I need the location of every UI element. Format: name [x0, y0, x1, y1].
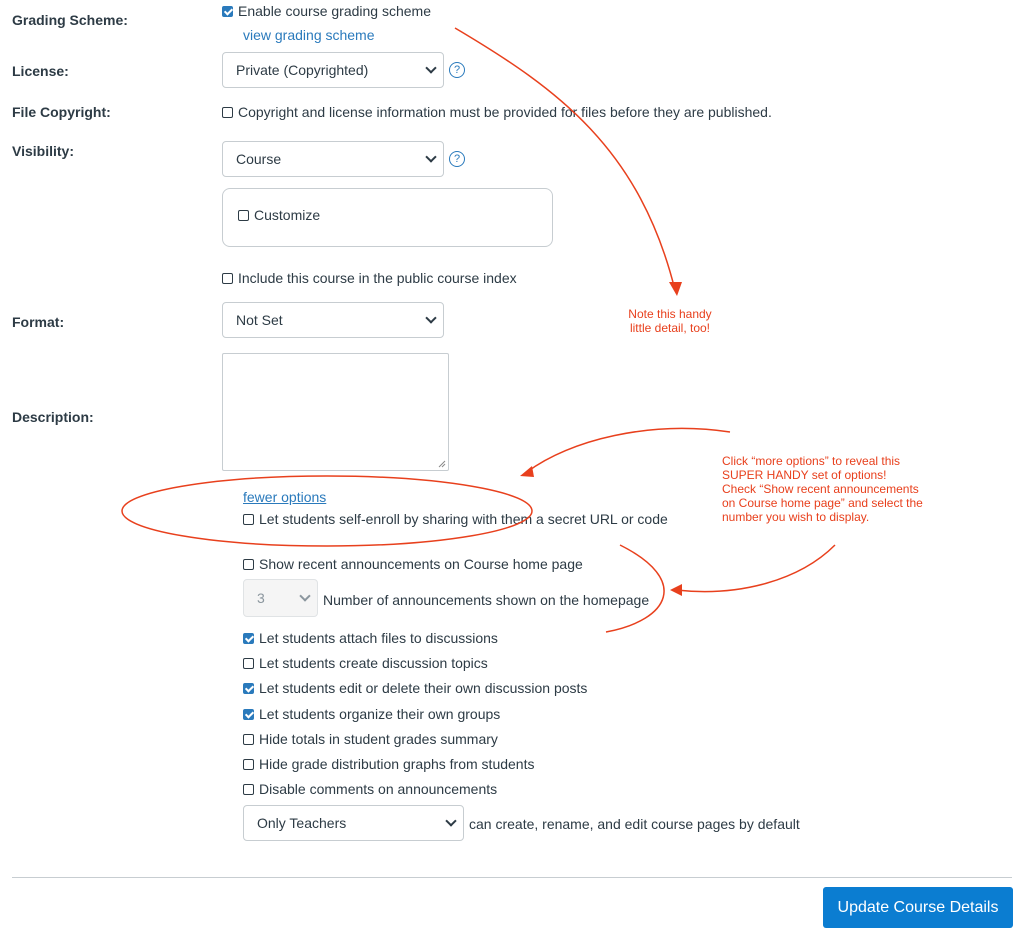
option-attach-files-row[interactable]	[243, 630, 498, 646]
public-index-checkbox[interactable]	[222, 273, 233, 284]
visibility-select[interactable]	[222, 141, 444, 177]
self-enroll-checkbox[interactable]	[243, 514, 254, 525]
option-create-topics-checkbox[interactable]	[243, 658, 254, 669]
option-hide-distribution-text: Hide grade distribution graphs from students	[259, 756, 535, 772]
license-select-value: Private (Copyrighted)	[236, 62, 369, 78]
description-label: Description:	[12, 409, 94, 425]
resize-handle-icon[interactable]	[438, 460, 446, 468]
view-grading-scheme-link[interactable]: view grading scheme	[243, 27, 375, 43]
announcement-count-select[interactable]	[243, 579, 318, 617]
annotation-note-2-line-1: Click “more options” to reveal this	[722, 454, 901, 468]
grading-scheme-label: Grading Scheme:	[12, 12, 128, 28]
show-announcements-row[interactable]	[243, 556, 583, 572]
format-select-value: Not Set	[236, 312, 283, 328]
chevron-down-icon	[425, 151, 436, 162]
update-course-details-button[interactable]: Update Course Details	[823, 887, 1013, 928]
license-help-icon[interactable]: ?	[449, 62, 465, 78]
show-announcements-text: Show recent announcements on Course home page	[259, 556, 583, 572]
annotation-arrowhead-3	[670, 584, 682, 596]
pages-editor-select[interactable]	[243, 805, 464, 841]
chevron-down-icon	[445, 815, 456, 826]
option-edit-posts-text: Let students edit or delete their own discussion posts	[259, 680, 588, 696]
enable-grading-scheme-text: Enable course grading scheme	[238, 3, 432, 19]
customize-row[interactable]	[238, 207, 320, 223]
option-edit-posts-row[interactable]	[243, 680, 587, 696]
pages-editor-suffix: can create, rename, and edit course pages by default	[469, 816, 800, 832]
annotation-note-2-line-5: number you wish to display.	[722, 510, 870, 524]
annotation-note-1-line-1: Note this handy	[628, 307, 712, 321]
announcement-count-label: Number of announcements shown on the homepage	[323, 592, 650, 608]
format-select[interactable]	[222, 302, 444, 338]
option-hide-totals-row[interactable]	[243, 731, 498, 747]
option-disable-comments-row[interactable]	[243, 781, 497, 797]
format-label: Format:	[12, 314, 65, 330]
option-attach-files-checkbox[interactable]	[243, 633, 254, 644]
description-textarea[interactable]	[222, 353, 449, 471]
pages-editor-value: Only Teachers	[257, 815, 347, 831]
self-enroll-row[interactable]	[243, 511, 668, 527]
annotation-note-2-line-3: Check “Show recent announcements	[722, 482, 919, 496]
option-hide-totals-text: Hide totals in student grades summary	[259, 731, 498, 747]
file-copyright-text: Copyright and license information must be provided for files before they are published.	[238, 104, 772, 120]
customize-text: Customize	[254, 207, 321, 223]
enable-grading-scheme-row[interactable]	[222, 3, 431, 19]
chevron-down-icon	[425, 312, 436, 323]
chevron-down-icon	[425, 62, 436, 73]
option-hide-totals-checkbox[interactable]	[243, 734, 254, 745]
file-copyright-checkbox[interactable]	[222, 107, 233, 118]
option-attach-files-text: Let students attach files to discussions	[259, 630, 498, 646]
license-label: License:	[12, 63, 69, 79]
option-disable-comments-text: Disable comments on announcements	[259, 781, 498, 797]
fewer-options-link[interactable]: fewer options	[243, 489, 327, 505]
annotation-arrow-1	[455, 28, 675, 290]
annotation-note-2-line-2: SUPER HANDY set of options!	[722, 468, 887, 482]
show-announcements-checkbox[interactable]	[243, 559, 254, 570]
option-hide-distribution-row[interactable]	[243, 756, 534, 772]
option-create-topics-text: Let students create discussion topics	[259, 655, 488, 671]
announcement-count-value: 3	[257, 590, 265, 606]
option-edit-posts-checkbox[interactable]	[243, 683, 254, 694]
annotation-note-1-line-2: little detail, too!	[629, 321, 711, 335]
public-index-text: Include this course in the public course index	[238, 270, 517, 286]
customize-checkbox[interactable]	[238, 210, 249, 221]
annotation-curve	[606, 545, 664, 632]
annotation-note-2	[722, 454, 972, 524]
self-enroll-text: Let students self-enroll by sharing with them a secret URL or code	[259, 511, 668, 527]
option-create-topics-row[interactable]	[243, 655, 488, 671]
enable-grading-scheme-checkbox[interactable]	[222, 6, 233, 17]
annotation-arrowhead-1	[669, 282, 682, 296]
visibility-help-icon[interactable]: ?	[449, 151, 465, 167]
annotation-arrow-3	[676, 545, 835, 592]
visibility-label: Visibility:	[12, 143, 74, 159]
annotation-note-1	[600, 307, 740, 335]
option-organize-groups-row[interactable]	[243, 706, 500, 722]
license-select[interactable]	[222, 52, 444, 88]
footer-divider	[12, 877, 1012, 878]
chevron-down-icon	[299, 590, 310, 601]
file-copyright-label: File Copyright:	[12, 104, 111, 120]
public-index-row[interactable]	[222, 270, 517, 286]
option-organize-groups-text: Let students organize their own groups	[259, 706, 501, 722]
option-disable-comments-checkbox[interactable]	[243, 784, 254, 795]
annotation-arrowhead-2	[520, 466, 534, 477]
option-organize-groups-checkbox[interactable]	[243, 709, 254, 720]
option-hide-distribution-checkbox[interactable]	[243, 759, 254, 770]
annotation-arrow-2	[527, 428, 730, 472]
file-copyright-row[interactable]	[222, 104, 772, 120]
annotation-note-2-line-4: on Course home page” and select the	[722, 496, 923, 510]
visibility-select-value: Course	[236, 151, 282, 167]
